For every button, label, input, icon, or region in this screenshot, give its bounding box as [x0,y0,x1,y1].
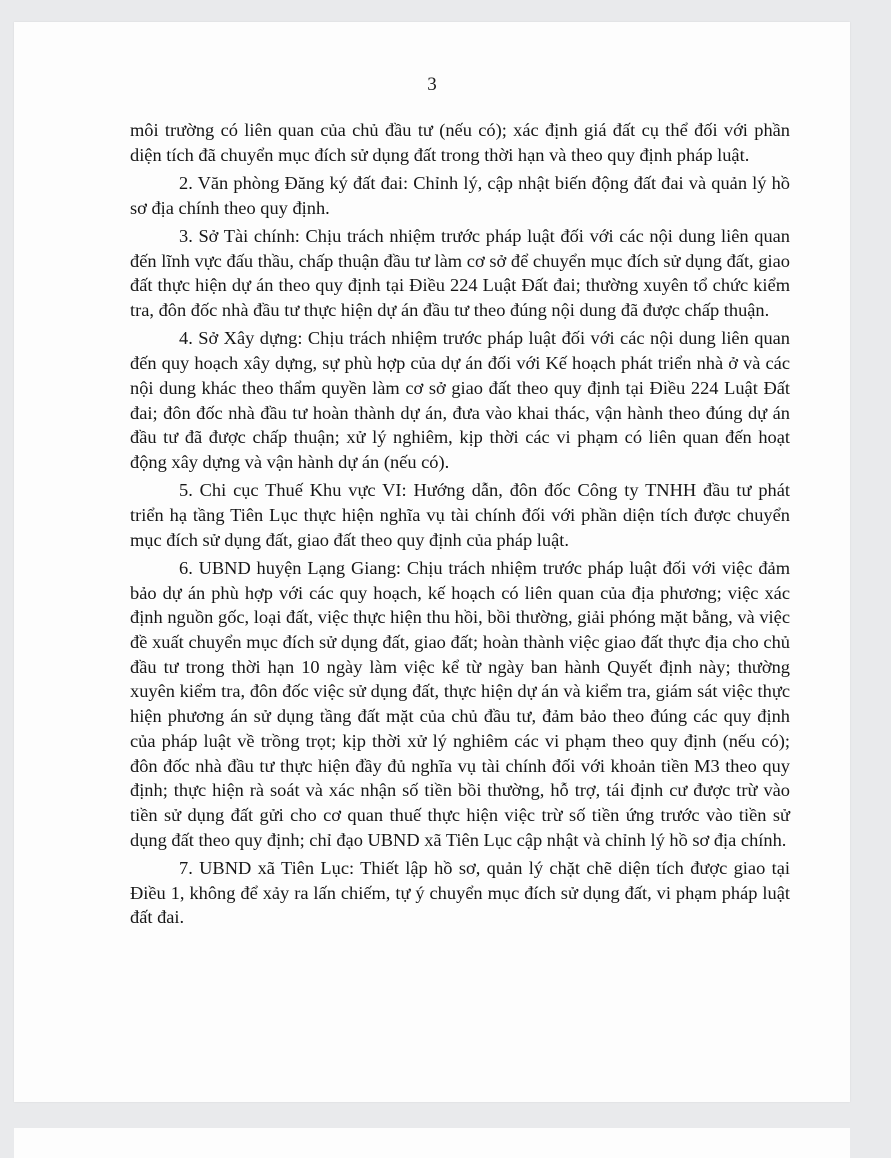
page-number: 3 [427,74,437,95]
paragraph-continuation: môi trường có liên quan của chủ đầu tư (nếu có); xác định giá đất cụ thể đối với phần diện tích đã chuyển mục đích sử dụng đất trong thời hạn và theo quy định pháp luật. [130,120,790,165]
paragraph-item-6: 6. UBND huyện Lạng Giang: Chịu trách nhiệm trước pháp luật đối với việc đảm bảo dự án phù hợp với các quy hoạch, kế hoạch có liên quan của địa phương; việc xác định nguồn gốc, loại đất, việc thực hiện thu hồi, bồi thường, giải phóng mặt bằng, và việc đề xuất chuyển mục đích sử dụng đất, giao đất; hoàn thành việc giao đất thực địa cho chủ đầu tư trong thời hạn 10 ngày làm việc kể từ ngày ban hành Quyết định này; thường xuyên kiểm tra, đôn đốc việc sử dụng đất, thực hiện dự án và kiểm tra, giám sát việc thực hiện phương án sử dụng tầng đất mặt của chủ đầu tư, đảm bảo theo đúng các quy định của pháp luật về trồng trọt; kịp thời xử lý nghiêm các vi phạm theo quy định (nếu có); đôn đốc nhà đầu tư thực hiện đầy đủ nghĩa vụ tài chính đối với khoản tiền M3 theo quy định; thực hiện rà soát và xác nhận số tiền bồi thường, hỗ trợ, tái định cư được trừ vào tiền sử dụng đất gửi cho cơ quan thuế thực hiện việc trừ số tiền ứng trước vào tiền sử dụng đất theo quy định; chỉ đạo UBND xã Tiên Lục cập nhật và chỉnh lý hồ sơ địa chính. [130,557,790,850]
paragraph-item-3: 3. Sở Tài chính: Chịu trách nhiệm trước pháp luật đối với các nội dung liên quan đến lĩnh vực đấu thầu, chấp thuận đầu tư làm cơ sở để chuyển mục đích sử dụng đất, giao đất thực hiện dự án theo quy định tại Điều 224 Luật Đất đai; thường xuyên tổ chức kiểm tra, đôn đốc nhà đầu tư thực hiện dự án đầu tư theo đúng nội dung đã được chấp thuận. [130,226,790,321]
document-page [14,22,850,1102]
next-page-edge [14,1128,850,1158]
paragraph-item-2: 2. Văn phòng Đăng ký đất đai: Chỉnh lý, cập nhật biến động đất đai và quản lý hồ sơ địa chính theo quy định. [130,173,790,218]
document-body [130,118,790,934]
paragraph-item-5: 5. Chi cục Thuế Khu vực VI: Hướng dẫn, đôn đốc Công ty TNHH đầu tư phát triển hạ tầng Tiên Lục thực hiện nghĩa vụ tài chính đối với phần diện tích được chuyển mục đích sử dụng đất, giao đất theo quy định của pháp luật. [130,480,790,550]
paragraph-item-4: 4. Sở Xây dựng: Chịu trách nhiệm trước pháp luật đối với các nội dung liên quan đến quy hoạch xây dựng, sự phù hợp của dự án đối với Kế hoạch phát triển nhà ở và các nội dung khác theo thẩm quyền làm cơ sở giao đất theo quy định tại Điều 224 Luật Đất đai; đôn đốc nhà đầu tư hoàn thành dự án, đưa vào khai thác, vận hành theo đúng dự án đầu tư đã được chấp thuận; xử lý nghiêm, kịp thời các vi phạm có liên quan đến hoạt động xây dựng và vận hành dự án (nếu có). [130,328,790,472]
paragraph-item-7: 7. UBND xã Tiên Lục: Thiết lập hồ sơ, quản lý chặt chẽ diện tích được giao tại Điều 1, không để xảy ra lấn chiếm, tự ý chuyển mục đích sử dụng đất, vi phạm pháp luật đất đai. [130,857,790,928]
